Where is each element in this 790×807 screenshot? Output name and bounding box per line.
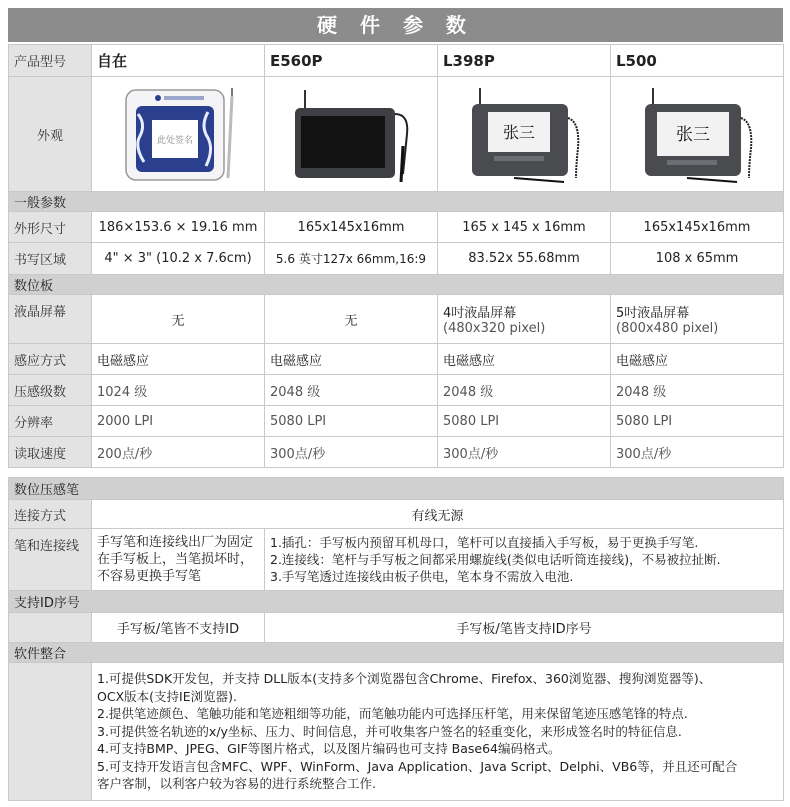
section-title: 支持ID序号: [9, 591, 784, 613]
spec-value: 电磁感应: [265, 344, 438, 375]
model-row: [9, 45, 784, 77]
spec-value: 5080 LPI: [611, 406, 784, 437]
product-image-e560p: [265, 77, 438, 192]
model-name: L398P: [438, 45, 611, 77]
software-line: 3.可提供签名轨迹的x/y坐标、压力、时间信息，并可收集客户签名的轻重变化，来形成签名时的特征信息.: [97, 723, 682, 739]
tablet-zizai-image: [108, 84, 248, 184]
sign-placeholder: 此处签名: [156, 136, 194, 146]
spec-value: 2048 级: [611, 375, 784, 406]
spec-value: 108 x 65mm: [611, 243, 784, 275]
software-line: OCX版本(支持IE浏览器).: [97, 688, 237, 704]
section-title: 软件整合: [9, 643, 784, 663]
tablet-l398p-image: [454, 84, 594, 184]
spec-value: 手写板/笔皆支持ID序号: [265, 613, 784, 643]
spec-value: 电磁感应: [438, 344, 611, 375]
dimension-row: [9, 212, 784, 243]
software-line: 2.提供笔迹颜色、笔触功能和笔迹粗细等功能，而笔触功能内可选择压杆笔，用来保留笔迹压感笔锋的特点.: [97, 706, 688, 722]
row-label: 外形尺寸: [9, 212, 92, 243]
spec-value: 无: [265, 295, 438, 344]
software-row: [9, 663, 784, 801]
detail-line: 1.插孔：手写板内预留耳机母口，笔杆可以直接插入手写板，易于更换手写笔.: [270, 535, 699, 550]
signature-text: 张三: [676, 125, 710, 145]
spec-value: 200点/秒: [92, 437, 265, 468]
spec-value: 5080 LPI: [438, 406, 611, 437]
model-name: 自在: [92, 45, 265, 77]
appearance-label: 外观: [9, 77, 92, 192]
section-title: 数位压感笔: [9, 478, 784, 500]
software-line: 1.可提供SDK开发包，并支持 DLL版本(支持多个浏览器包含Chrome、Firefox、360浏览器、搜狗浏览器等)、: [97, 671, 712, 687]
spec-value: 5080 LPI: [265, 406, 438, 437]
model-label: 产品型号: [9, 45, 92, 77]
spec-value: 2048 级: [438, 375, 611, 406]
section-title: 一般参数: [9, 192, 784, 212]
spec-value: 电磁感应: [611, 344, 784, 375]
spec-value: 165x145x16mm: [265, 212, 438, 243]
spec-value: 5.6 英寸127x 66mm,16:9: [265, 243, 438, 275]
lcd-spec: [611, 295, 784, 344]
section-general: [9, 192, 784, 212]
row-label: 液晶屏幕: [9, 295, 92, 344]
lcd-spec: [438, 295, 611, 344]
tablet-l500-image: [627, 84, 767, 184]
detail-line: 2.连接线：笔杆与手写板之间都采用螺旋线(类似电话听筒连接线)，不易被拉扯断.: [270, 552, 721, 567]
spec-value: 165 x 145 x 16mm: [438, 212, 611, 243]
spec-value: 165x145x16mm: [611, 212, 784, 243]
pen-cable-row: [9, 529, 784, 591]
lcd-size: 5吋液晶屏幕: [616, 306, 690, 321]
spec-value: 300点/秒: [438, 437, 611, 468]
resolution-row: [9, 406, 784, 437]
row-label: 书写区域: [9, 243, 92, 275]
row-label: 感应方式: [9, 344, 92, 375]
spec-value: 有线无源: [92, 500, 784, 529]
row-label: 连接方式: [9, 500, 92, 529]
spec-value: 300点/秒: [611, 437, 784, 468]
software-line: 客户客制，以利客户较为容易的进行系统整合工作.: [97, 776, 376, 792]
row-label: 压感级数: [9, 375, 92, 406]
detail-line: 3.手写笔透过连接线由板子供电，笔本身不需放入电池.: [270, 569, 574, 584]
spec-value: 无: [92, 295, 265, 344]
product-image-l500: [611, 77, 784, 192]
section-tablet: [9, 275, 784, 295]
software-details: [92, 663, 784, 801]
cable-details: [265, 529, 784, 591]
software-line: 4.可支持BMP、JPEG、GIF等图片格式，以及图片编码也可支持 Base64编码格式。: [97, 741, 561, 757]
spec-value: 电磁感应: [92, 344, 265, 375]
lcd-size: 4吋液晶屏幕: [443, 306, 517, 321]
section-pen: [9, 478, 784, 500]
spec-value: 83.52x 55.68mm: [438, 243, 611, 275]
product-image-l398p: [438, 77, 611, 192]
id-row: [9, 613, 784, 643]
lcd-resolution: (800x480 pixel): [616, 321, 719, 336]
row-label: 分辨率: [9, 406, 92, 437]
pressure-row: [9, 375, 784, 406]
section-id: [9, 591, 784, 613]
spec-value: 2000 LPI: [92, 406, 265, 437]
lcd-row: [9, 295, 784, 344]
spec-value: 手写板/笔皆不支持ID: [92, 613, 265, 643]
spec-value: 4" × 3" (10.2 x 7.6cm): [92, 243, 265, 275]
page-title: 硬 件 参 数: [8, 8, 783, 42]
lcd-resolution: (480x320 pixel): [443, 321, 546, 336]
model-name: E560P: [265, 45, 438, 77]
connection-row: [9, 500, 784, 529]
spec-value: 手写笔和连接线出厂为固定在手写板上，当笔损坏时，不容易更换手写笔: [92, 529, 265, 591]
spec-table: [8, 44, 784, 801]
spacer-row: [9, 468, 784, 478]
writing-area-row: [9, 243, 784, 275]
spec-value: 186×153.6 × 19.16 mm: [92, 212, 265, 243]
spec-value: 1024 级: [92, 375, 265, 406]
spec-value: 2048 级: [265, 375, 438, 406]
tablet-e560p-image: [281, 84, 421, 184]
spec-value: 300点/秒: [265, 437, 438, 468]
section-software: [9, 643, 784, 663]
row-label: 读取速度: [9, 437, 92, 468]
section-title: 数位板: [9, 275, 784, 295]
software-line: 5.可支持开发语言包含MFC、WPF、WinForm、Java Application、Java Script、Delphi、VB6等，并且还可配合: [97, 758, 738, 774]
model-name: L500: [611, 45, 784, 77]
signature-text: 张三: [502, 123, 536, 142]
read-speed-row: [9, 437, 784, 468]
row-label: 笔和连接线: [9, 529, 92, 591]
product-image-zizai: [92, 77, 265, 192]
appearance-row: [9, 77, 784, 192]
sensing-row: [9, 344, 784, 375]
